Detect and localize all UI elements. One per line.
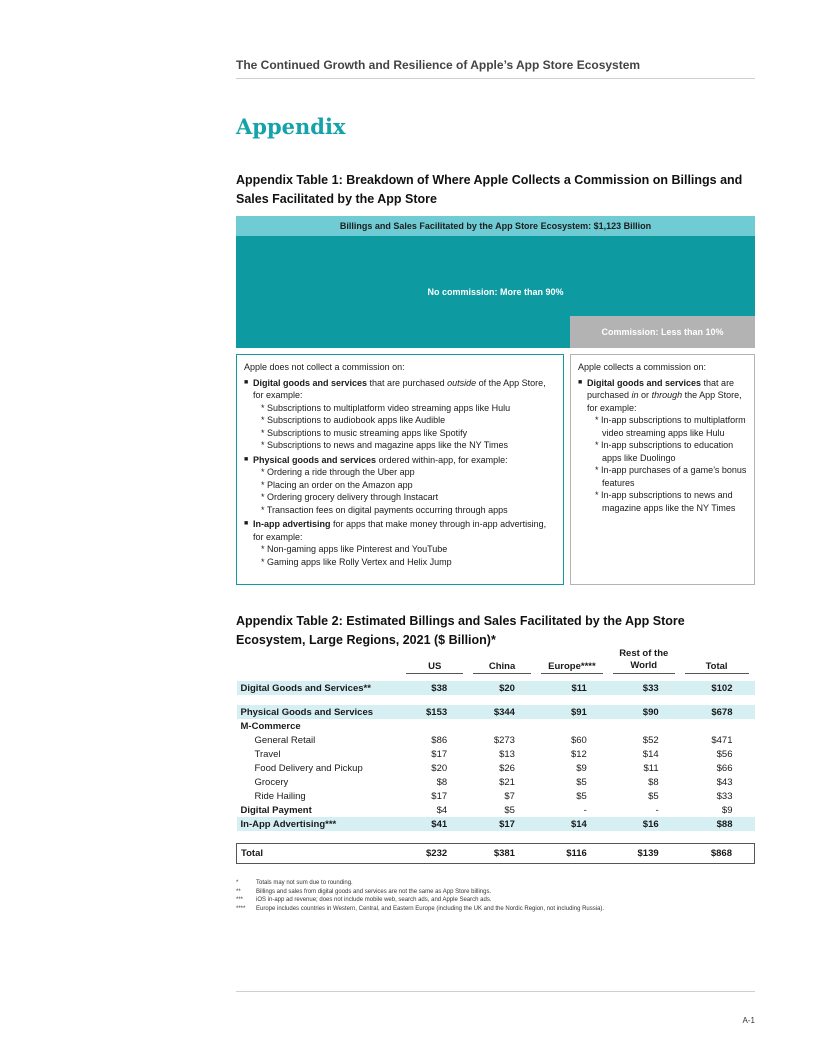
- footnote-marker: ****: [236, 905, 246, 912]
- table-row: [237, 761, 755, 775]
- page-title: Appendix: [236, 114, 346, 139]
- table-cell: $4: [436, 804, 448, 816]
- table-cell: $86: [431, 734, 448, 746]
- table-row: [237, 775, 755, 789]
- example-list: [253, 543, 556, 568]
- row-label: Ride Hailing: [254, 790, 306, 802]
- group-title: Digital goods and services: [587, 377, 702, 388]
- footnote-text: iOS in-app ad revenue; does not include mobile web, search ads, and Apple Search ads.: [256, 897, 492, 903]
- table-cell: $91: [537, 705, 609, 719]
- table-cell: $7: [504, 790, 515, 802]
- table-cell: $344: [469, 705, 537, 719]
- table-row: [237, 705, 755, 719]
- header-blank: [237, 644, 403, 674]
- table-cell: $26: [499, 762, 515, 774]
- table-cell: $14: [537, 817, 609, 831]
- table-cell: $88: [681, 817, 755, 831]
- table-cell: $43: [716, 776, 733, 788]
- table-row: [237, 733, 755, 747]
- table-header-row: [237, 644, 755, 674]
- table-cell: $116: [537, 844, 609, 864]
- table-row: [237, 719, 755, 733]
- group-text: for apps that make money through in-app advertising, for example:: [253, 519, 547, 542]
- group-text: or: [638, 390, 652, 400]
- table-cell: $868: [681, 844, 755, 864]
- group-title: Digital goods and services: [253, 377, 368, 388]
- example-item: * In-app subscriptions to education apps like Duolingo: [595, 440, 734, 463]
- column-header: China: [469, 644, 537, 674]
- row-label: General Retail: [254, 734, 316, 746]
- table-cell: $8: [436, 776, 448, 788]
- billings-table: [236, 644, 755, 864]
- footnote-marker: **: [236, 888, 241, 895]
- table-cell: $273: [493, 734, 515, 746]
- group-emphasis: through: [651, 390, 683, 400]
- column-header: US: [402, 644, 469, 674]
- row-label: Total: [237, 844, 403, 864]
- footnote: [236, 879, 755, 888]
- table-cell: $17: [469, 817, 537, 831]
- no-commission-box: [236, 354, 564, 585]
- row-label: In-App Advertising***: [237, 817, 403, 831]
- table-cell: $38: [402, 681, 469, 695]
- footnote: [236, 905, 755, 914]
- table-cell: -: [655, 804, 659, 816]
- table-cell: $9: [576, 762, 587, 774]
- no-commission-list: [244, 377, 556, 569]
- list-item: [244, 377, 556, 452]
- commission-band: [570, 316, 755, 348]
- example-item: * Gaming apps like Rolly Vertex and Helix Jump: [261, 556, 452, 567]
- commission-label: Commission: Less than 10%: [601, 327, 724, 337]
- example-list: [253, 466, 556, 516]
- list-item: [244, 518, 556, 568]
- table2-heading: Appendix Table 2: Estimated Billings and Sales Facilitated by the App Store Ecosystem, Large Regions, 2021 ($ Billion)*: [236, 614, 685, 647]
- row-label: M-Commerce: [240, 720, 301, 732]
- table-row: [237, 803, 755, 817]
- no-commission-label: No commission: More than 90%: [427, 287, 564, 297]
- group-text: the App Store, for example:: [587, 390, 742, 413]
- table-cell: $56: [716, 748, 733, 760]
- table-cell: $13: [499, 748, 515, 760]
- commission-intro: Apple collects a commission on:: [578, 362, 707, 372]
- table-cell: $20: [431, 762, 448, 774]
- group-text: of the App Store, for example:: [253, 377, 546, 400]
- table-cell: $5: [576, 790, 587, 802]
- running-header: The Continued Growth and Resilience of Apple’s App Store Ecosystem: [236, 58, 755, 79]
- example-item: * Subscriptions to multiplatform video streaming apps like Hulu: [261, 402, 511, 413]
- billings-total-band: [236, 216, 755, 236]
- table-cell: $139: [609, 844, 681, 864]
- list-item: [578, 377, 747, 515]
- table-cell: $381: [469, 844, 537, 864]
- table-cell: $16: [609, 817, 681, 831]
- footnote-text: Europe includes countries in Western, Central, and Eastern Europe (including the UK and the Nordic Region, not including Russia).: [256, 905, 605, 912]
- row-label: Food Delivery and Pickup: [254, 762, 363, 774]
- example-item: * Ordering a ride through the Uber app: [261, 467, 415, 477]
- example-item: * Subscriptions to news and magazine apps like the NY Times: [261, 440, 508, 450]
- footnote-marker: ***: [236, 897, 244, 903]
- example-item: * Ordering grocery delivery through Instacart: [261, 492, 439, 502]
- group-title: Physical goods and services: [253, 454, 377, 465]
- footnote-text: Billings and sales from digital goods and services are not the same as App Store billings.: [256, 888, 492, 895]
- table-cell: $66: [716, 762, 733, 774]
- table-cell: $102: [681, 681, 755, 695]
- table-cell: $60: [570, 734, 587, 746]
- column-header: Rest of the World: [609, 644, 681, 674]
- group-text: ordered within-app, for example:: [376, 454, 508, 465]
- example-item: * Subscriptions to audiobook apps like Audible: [261, 415, 446, 425]
- group-title: In-app advertising: [253, 519, 331, 529]
- example-item: * In-app subscriptions to multiplatform video streaming apps like Hulu: [595, 415, 746, 438]
- page-number: A-1: [742, 1016, 755, 1025]
- table-row: [237, 789, 755, 803]
- no-commission-intro: Apple does not collect a commission on:: [244, 362, 405, 372]
- table-cell: $9: [721, 804, 733, 816]
- example-item: * Transaction fees on digital payments occurring through apps: [261, 504, 508, 515]
- footnote: [236, 896, 755, 905]
- footnote-marker: *: [236, 880, 239, 886]
- table-row: [237, 817, 755, 831]
- table-cell: $12: [570, 748, 587, 760]
- example-list: [587, 414, 747, 514]
- table-cell: $17: [431, 748, 448, 760]
- example-list: [253, 402, 556, 452]
- table-cell: $33: [716, 790, 733, 802]
- group-text: that are purchased: [367, 377, 448, 388]
- billings-total-label: Billings and Sales Facilitated by the App Store Ecosystem: $1,123 Billion: [339, 221, 652, 231]
- table-cell: $11: [537, 681, 609, 695]
- column-header: Europe****: [537, 644, 609, 674]
- table-cell: $21: [499, 776, 515, 788]
- column-header: Total: [681, 644, 755, 674]
- table-cell: $232: [402, 844, 469, 864]
- example-item: * Placing an order on the Amazon app: [261, 479, 413, 490]
- commission-box: [570, 354, 755, 585]
- table-cell: $17: [431, 790, 448, 802]
- table-cell: $678: [681, 705, 755, 719]
- total-row: [237, 844, 755, 864]
- table-cell: $5: [504, 804, 515, 816]
- row-label: Travel: [254, 748, 281, 760]
- table-cell: $52: [642, 734, 659, 746]
- table-cell: $33: [609, 681, 681, 695]
- table-cell: $14: [642, 748, 659, 760]
- table-cell: $90: [609, 705, 681, 719]
- example-item: * In-app subscriptions to news and magazine apps like the NY Times: [595, 490, 736, 513]
- row-label: Digital Goods and Services**: [237, 681, 403, 695]
- table-cell: -: [583, 804, 587, 816]
- row-label: Physical Goods and Services: [237, 705, 403, 719]
- row-label: Grocery: [254, 776, 289, 788]
- example-item: * Non-gaming apps like Pinterest and YouTube: [261, 544, 448, 554]
- table-cell: $20: [469, 681, 537, 695]
- group-emphasis: in: [631, 390, 639, 400]
- footer-divider: [236, 991, 755, 992]
- table-cell: $41: [402, 817, 469, 831]
- row-label: Digital Payment: [240, 804, 312, 816]
- table1-heading: Appendix Table 1: Breakdown of Where Apple Collects a Commission on Billings and Sales Facilitated by the App Store: [236, 173, 743, 206]
- table-row: [237, 681, 755, 695]
- commission-list: [578, 377, 747, 515]
- footnote-text: Totals may not sum due to rounding.: [256, 880, 353, 886]
- table-cell: $11: [643, 762, 659, 774]
- example-item: * In-app purchases of a game’s bonus features: [595, 465, 747, 488]
- table-row: [237, 747, 755, 761]
- list-item: [244, 454, 556, 517]
- example-item: * Subscriptions to music streaming apps like Spotify: [261, 427, 468, 438]
- table-cell: $5: [576, 776, 587, 788]
- table-cell: $471: [711, 734, 733, 746]
- table-cell: $153: [402, 705, 469, 719]
- table-cell: $8: [648, 776, 659, 788]
- footnote: [236, 888, 755, 897]
- table-cell: $5: [648, 790, 659, 802]
- group-emphasis: outside: [447, 377, 477, 388]
- group-text: that are purchased: [587, 377, 735, 400]
- footnotes: [236, 879, 755, 913]
